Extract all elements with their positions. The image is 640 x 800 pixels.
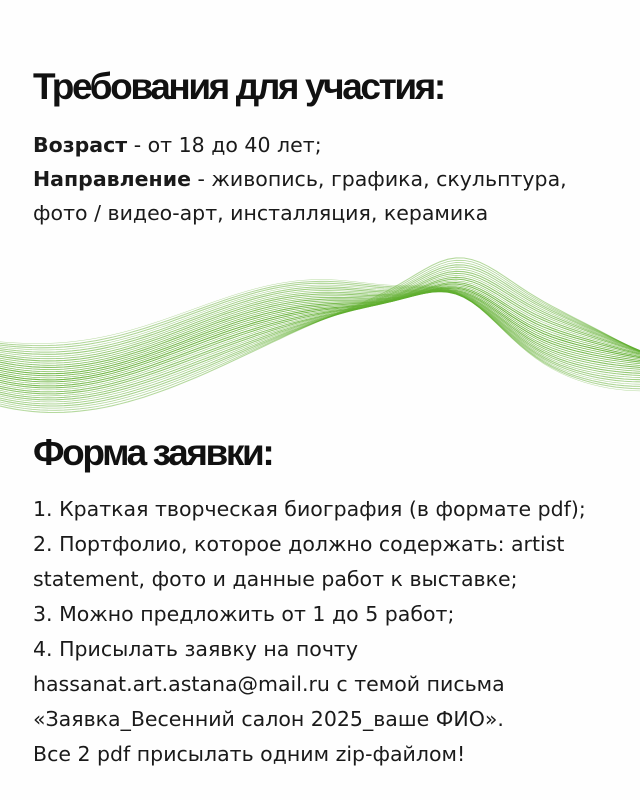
form-line: 3. Можно предложить от 1 до 5 работ; — [33, 602, 455, 626]
age-text: - от 18 до 40 лет; — [127, 133, 322, 157]
direction-requirement-continued: фото / видео-арт, инсталляция, керамика — [33, 201, 489, 225]
green-wave-lines-icon — [0, 250, 640, 430]
form-line: «Заявка_Весенний салон 2025_ваше ФИО». — [33, 707, 504, 731]
direction-label: Направление — [33, 167, 191, 191]
application-form-list — [33, 492, 633, 772]
wave-line — [0, 275, 640, 396]
form-line: 4. Присылать заявку на почту — [33, 637, 359, 661]
direction-text: - живопись, графика, скульптура, — [190, 167, 567, 191]
form-line: 2. Портфолио, которое должно содержать: artist — [33, 532, 565, 556]
wave-line — [0, 263, 640, 409]
form-line: Все 2 pdf присылать одним zip-файлом! — [33, 742, 466, 766]
requirements-heading: Требования для участия: — [33, 66, 444, 107]
wave-line — [0, 277, 640, 394]
form-line: 1. Краткая творческая биография (в формате pdf); — [33, 497, 586, 521]
form-line-email: hassanat.art.astana@mail.ru с темой письма — [33, 672, 505, 696]
age-label: Возраст — [33, 133, 128, 157]
form-line: statement, фото и данные работ к выставке; — [33, 567, 518, 591]
direction-requirement — [33, 162, 633, 196]
application-form-heading: Форма заявки: — [33, 432, 273, 473]
requirements-block — [33, 128, 633, 230]
wave-line — [0, 283, 640, 388]
age-requirement — [33, 128, 633, 162]
